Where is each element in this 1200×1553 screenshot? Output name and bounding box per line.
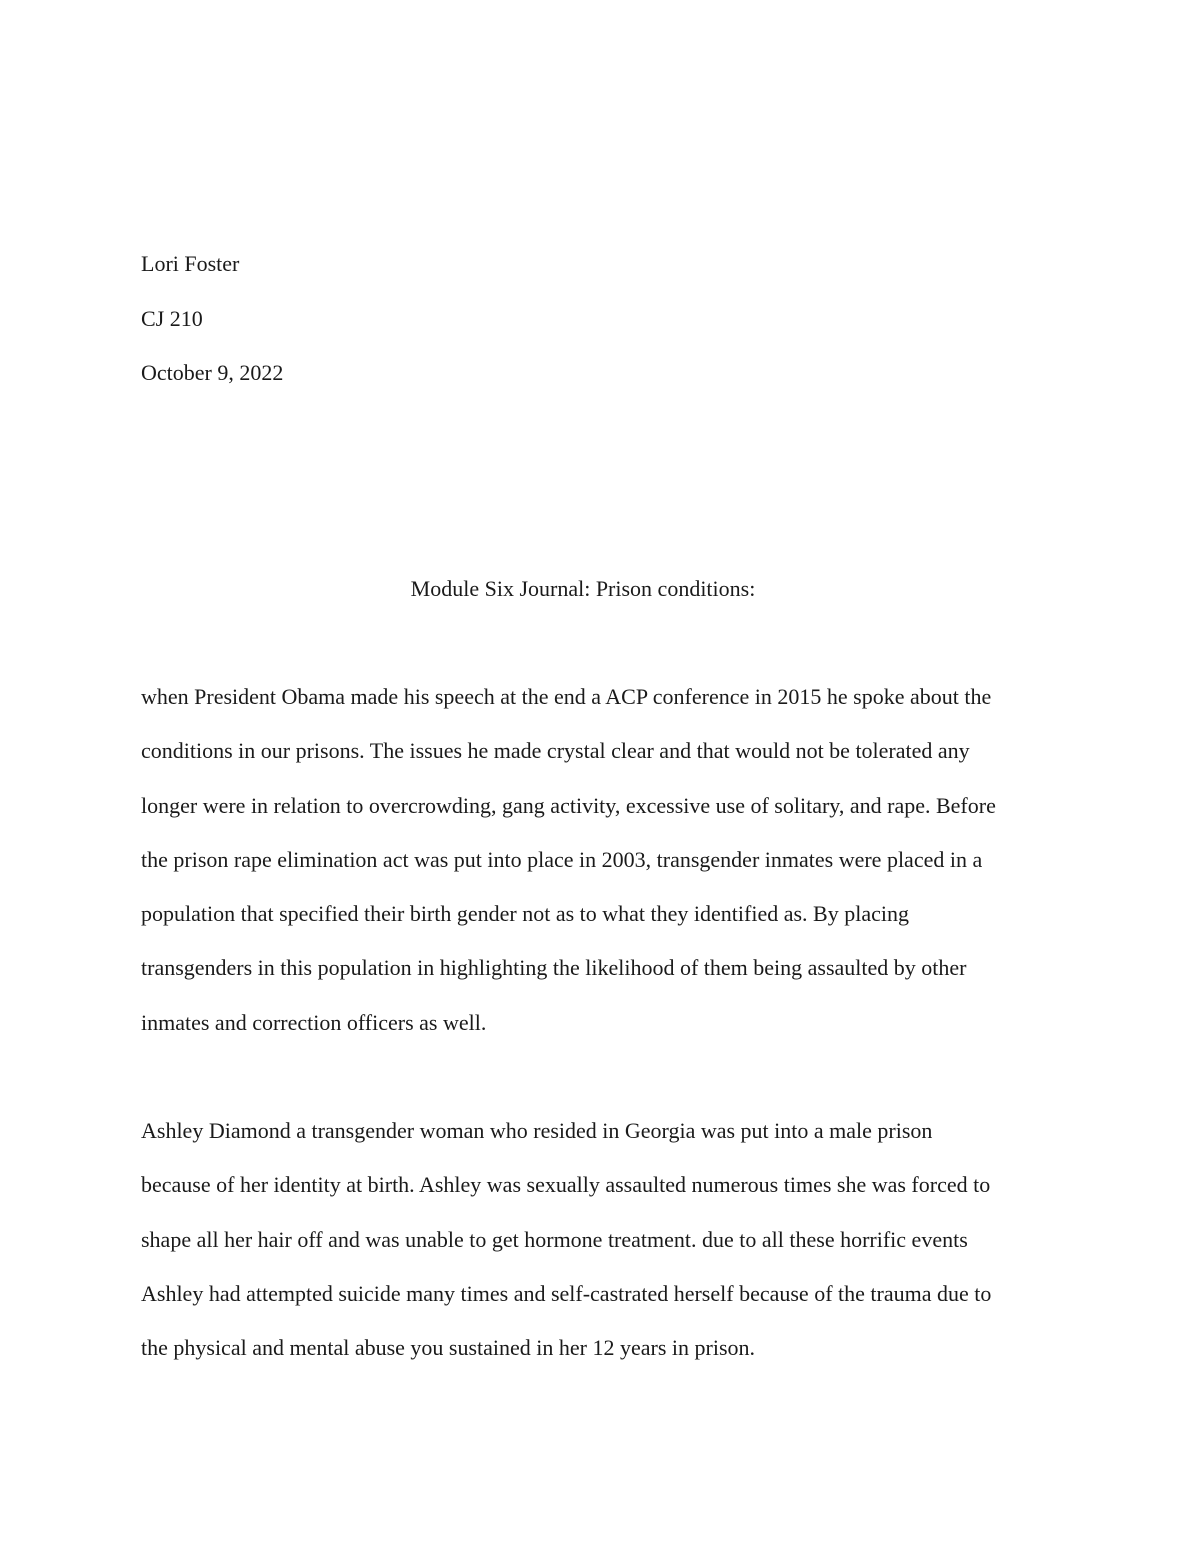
body-paragraph-1 — [141, 683, 1081, 1063]
document-title: Module Six Journal: Prison conditions: — [410, 576, 756, 601]
paragraph-line: Ashley Diamond a transgender woman who resided in Georgia was put into a male prison — [141, 1118, 933, 1143]
paragraph-line: conditions in our prisons. The issues he made crystal clear and that would not be tolerated any — [141, 738, 970, 764]
document-date: October 9, 2022 — [141, 360, 284, 385]
paragraph-line: shape all her hair off and was unable to get hormone treatment. due to all these horrific events — [141, 1226, 968, 1252]
author-name: Lori Foster — [141, 251, 240, 276]
paragraph-line: transgenders in this population in highlighting the likelihood of them being assaulted by other — [141, 955, 967, 981]
paragraph-line: the prison rape elimination act was put into place in 2003, transgender inmates were placed in a — [141, 846, 983, 872]
course-code: CJ 210 — [141, 306, 203, 331]
paragraph-line: longer were in relation to overcrowding, gang activity, excessive use of solitary, and rape. Before — [141, 792, 996, 818]
paragraph-line: the physical and mental abuse you sustained in her 12 years in prison. — [141, 1335, 756, 1361]
paragraph-line: population that specified their birth gender not as to what they identified as. By placing — [141, 901, 909, 927]
paragraph-line: Ashley had attempted suicide many times and self-castrated herself because of the trauma due to — [141, 1280, 992, 1306]
paragraph-line: when President Obama made his speech at the end a ACP conference in 2015 he spoke about the — [141, 684, 992, 709]
body-paragraph-2 — [141, 1117, 1081, 1388]
paragraph-line: because of her identity at birth. Ashley was sexually assaulted numerous times she was forced to — [141, 1172, 991, 1198]
paragraph-line: inmates and correction officers as well. — [141, 1009, 487, 1035]
